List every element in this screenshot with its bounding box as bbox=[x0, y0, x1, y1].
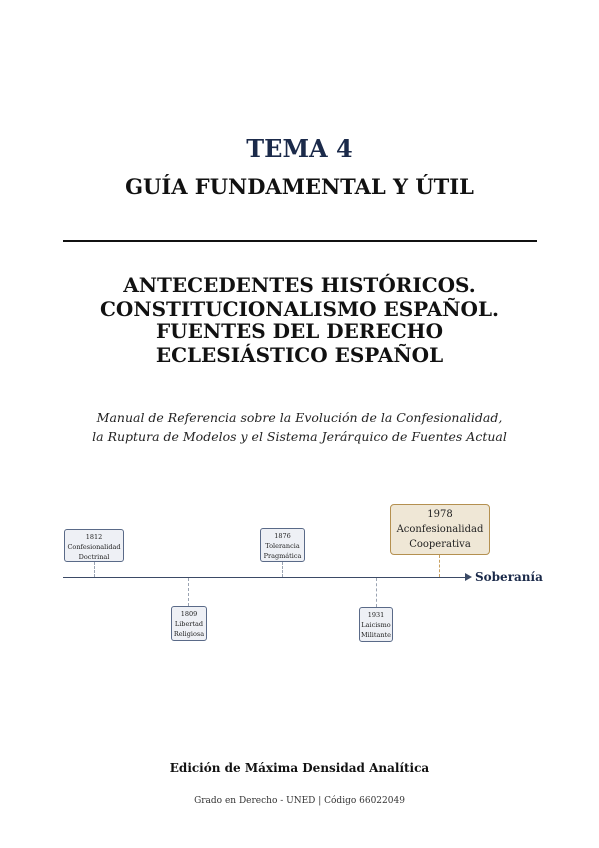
arrow-right-icon bbox=[465, 573, 472, 581]
timeline-axis-label: Soberanía bbox=[475, 570, 543, 584]
timeline-connector bbox=[188, 578, 189, 606]
event-label: Tolerancia bbox=[265, 542, 300, 550]
timeline-connector bbox=[94, 562, 95, 577]
event-label: Militante bbox=[360, 631, 392, 639]
timeline-axis bbox=[63, 577, 467, 578]
title-line-4: ECLESIÁSTICO ESPAÑOL bbox=[155, 343, 444, 367]
timeline-event-1978 bbox=[390, 504, 490, 555]
event-label: Aconfesionalidad bbox=[396, 524, 484, 535]
event-year: 1978 bbox=[427, 509, 453, 520]
course-code: Grado en Derecho - UNED | Código 66022049 bbox=[194, 796, 405, 806]
timeline-connector bbox=[282, 562, 283, 577]
subtitle-line-2: la Ruptura de Modelos y el Sistema Jerárquico de Fuentes Actual bbox=[92, 429, 507, 444]
title-line-1: ANTECEDENTES HISTÓRICOS. bbox=[123, 273, 476, 297]
timeline-event-1876 bbox=[260, 528, 305, 562]
title-line-2: CONSTITUCIONALISMO ESPAÑOL. bbox=[99, 297, 500, 321]
event-year: 1812 bbox=[85, 533, 103, 541]
subtitle-line-1: Manual de Referencia sobre la Evolución de la Confesionalidad, bbox=[96, 410, 503, 425]
event-label: Cooperativa bbox=[409, 539, 471, 550]
event-label: Doctrinal bbox=[78, 553, 110, 561]
event-label: Religiosa bbox=[173, 630, 205, 638]
guide-heading: GUÍA FUNDAMENTAL Y ÚTIL bbox=[125, 174, 474, 199]
event-label: Pragmática bbox=[263, 552, 302, 560]
event-label: Libertad bbox=[174, 620, 204, 628]
edition-note: Edición de Máxima Densidad Analítica bbox=[169, 761, 430, 775]
timeline-event-1812 bbox=[64, 529, 124, 562]
event-year: 1931 bbox=[367, 611, 385, 619]
event-label: Confesionalidad bbox=[67, 543, 121, 551]
timeline-connector bbox=[439, 555, 440, 577]
timeline-event-1809 bbox=[171, 606, 207, 641]
tema-heading: TEMA 4 bbox=[246, 134, 353, 163]
divider bbox=[63, 240, 537, 242]
event-label: Laicismo bbox=[361, 621, 391, 629]
timeline-connector bbox=[376, 578, 377, 607]
title-line-3: FUENTES DEL DERECHO bbox=[155, 319, 443, 343]
event-year: 1809 bbox=[180, 610, 198, 618]
event-year: 1876 bbox=[274, 532, 291, 540]
timeline-event-1931 bbox=[359, 607, 393, 642]
